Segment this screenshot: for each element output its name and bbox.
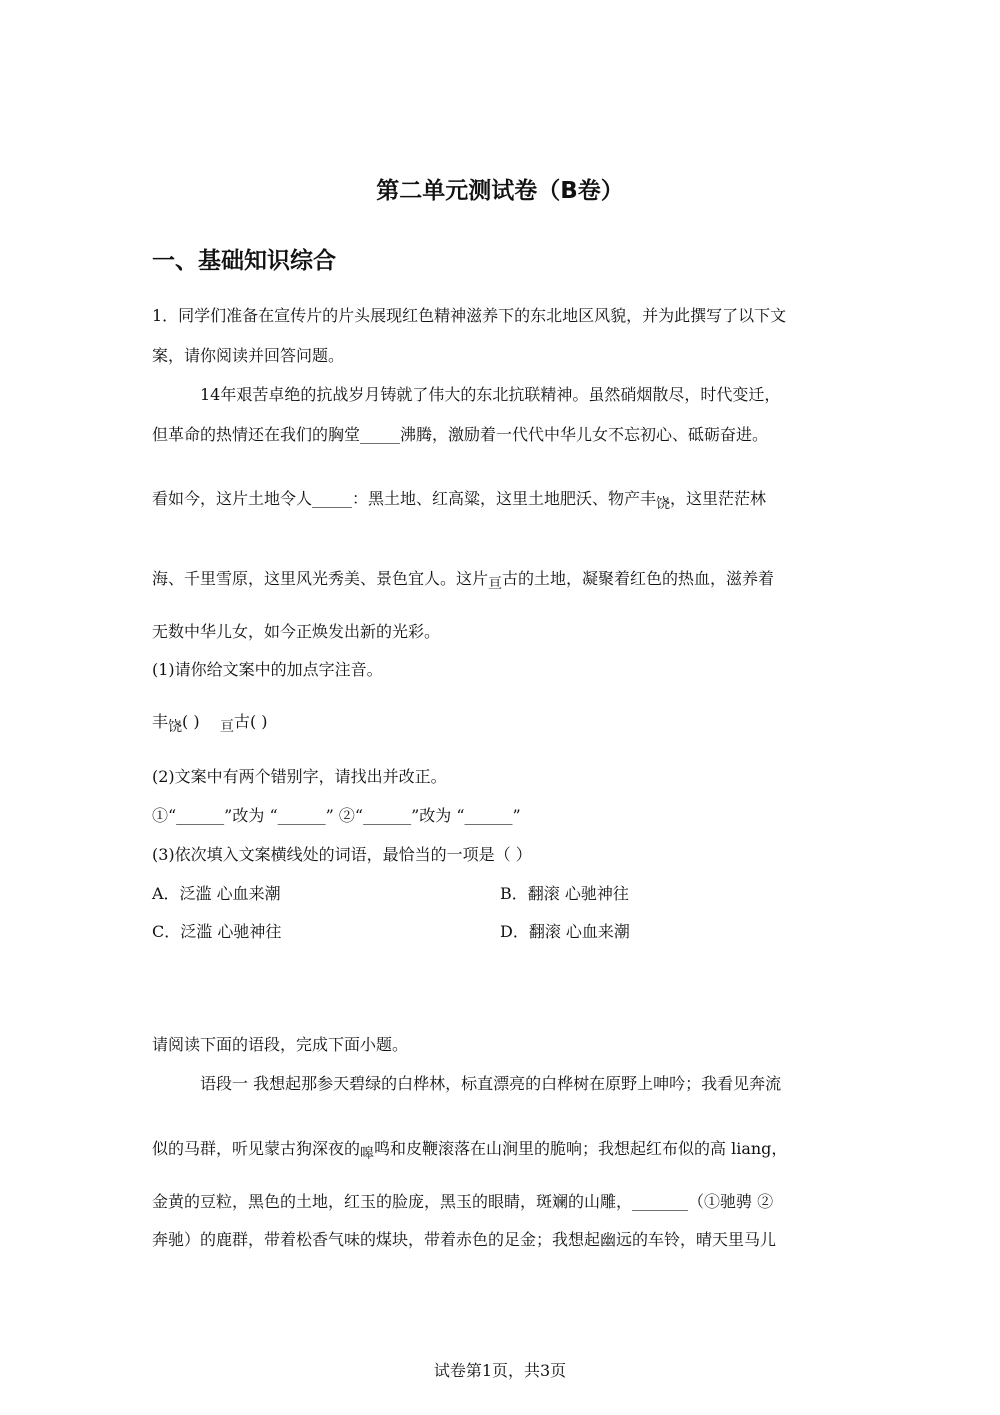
q1-sub3: (3)依次填入文案横线处的词语，最恰当的一项是（ ） bbox=[152, 845, 532, 864]
q2-intro: 请阅读下面的语段，完成下面小题。 bbox=[152, 1035, 409, 1054]
char-feng: 丰 bbox=[152, 712, 169, 731]
q1-prompt-line1: 1．同学们准备在宣传片的片头展现红色精神滋养下的东北地区风貌，并为此撰写了以下文 bbox=[152, 306, 787, 325]
page-title: 第二单元测试卷（B卷） bbox=[376, 178, 624, 204]
q1-para-line4-c: 古的土地，凝聚着红色的热血，滋养着 bbox=[502, 569, 775, 588]
q2-line3: 金黄的豆粒，黑色的土地，红玉的脸庞，黑玉的眼睛，斑斓的山雕，_______（①驰骋 ② bbox=[152, 1192, 774, 1211]
q2-line1: 语段一 我想起那参天碧绿的白桦林，标直漂亮的白桦树在原野上呻吟；我看见奔流 bbox=[200, 1074, 782, 1093]
q2-line4: 奔驰）的鹿群，带着松香气味的煤块，带着赤色的足金；我想起幽远的车铃，晴天里马儿 bbox=[152, 1230, 777, 1249]
page-footer: 试卷第1页，共3页 bbox=[433, 1361, 567, 1380]
q1-sub1: (1)请你给文案中的加点字注音。 bbox=[152, 660, 383, 679]
dotted-char-gen-2: 亘 bbox=[219, 719, 234, 735]
q1-para-line3-c: ，这里茫茫林 bbox=[670, 489, 767, 508]
option-c: C．泛滥 心驰神往 bbox=[152, 922, 282, 941]
q1-para-line5: 无数中华儿女，如今正焕发出新的光彩。 bbox=[152, 622, 441, 641]
q2-line2-a: 似的马群，听见蒙古狗深夜的 bbox=[152, 1139, 361, 1158]
dotted-char-rao-2: 饶 bbox=[168, 719, 183, 735]
q1-sub2-answer: ①“______”改为 “______” ②“______”改为 “______” bbox=[152, 806, 521, 825]
q1-para-line1: 14年艰苦卓绝的抗战岁月铸就了伟大的东北抗联精神。虽然硝烟散尽，时代变迁， bbox=[200, 385, 781, 404]
option-b: B．翻滚 心驰神往 bbox=[500, 884, 629, 903]
q1-para-line3-a: 看如今，这片土地令人_____：黑土地、红高粱，这里土地肥沃、物产丰 bbox=[152, 489, 657, 508]
q2-line2 bbox=[152, 1136, 788, 1162]
dotted-char-hao: 嗥 bbox=[360, 1146, 375, 1162]
q1-prompt-line2: 案，请你阅读并回答问题。 bbox=[152, 346, 345, 365]
dotted-char-rao: 饶 bbox=[656, 496, 671, 512]
option-a: A．泛滥 心血来潮 bbox=[152, 884, 281, 903]
dotted-char-gen: 亘 bbox=[488, 576, 503, 592]
q2-line2-c: 鸣和皮鞭滚落在山涧里的脆响；我想起红布似的高 liang， bbox=[374, 1139, 788, 1158]
section-heading: 一、基础知识综合 bbox=[152, 248, 336, 274]
q1-sub1-answer bbox=[152, 709, 268, 735]
q1-para-line4 bbox=[152, 566, 775, 592]
q1-para-line2: 但革命的热情还在我们的胸堂_____沸腾，激励着一代代中华儿女不忘初心、砥砺奋进。 bbox=[152, 425, 769, 444]
q1-sub2: (2)文案中有两个错别字，请找出并改正。 bbox=[152, 767, 447, 786]
q1-para-line3 bbox=[152, 486, 767, 512]
blank-gen: 古( ) bbox=[233, 712, 268, 731]
option-d: D．翻滚 心血来潮 bbox=[500, 922, 630, 941]
blank-rao: ( ) bbox=[182, 712, 200, 731]
q1-para-line4-a: 海、千里雪原，这里风光秀美、景色宜人。这片 bbox=[152, 569, 489, 588]
